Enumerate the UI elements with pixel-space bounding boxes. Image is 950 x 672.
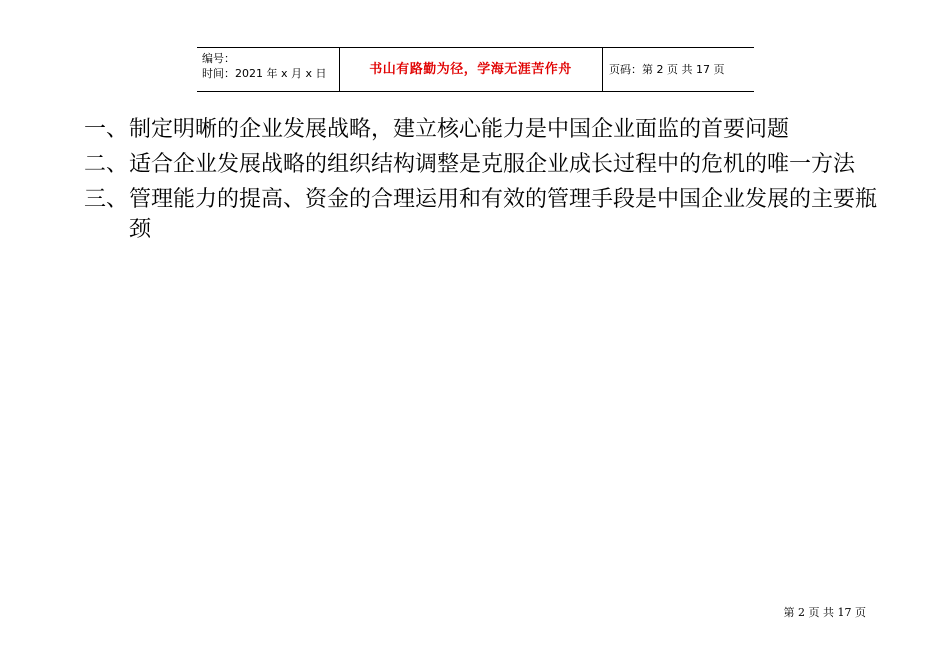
header-motto: 书山有路勤为径，学海无涯苦作舟 xyxy=(369,62,572,77)
item-text: 制定明晰的企业发展战略，建立核心能力是中国企业面监的首要问题 xyxy=(129,117,790,142)
header-divider xyxy=(602,48,603,91)
footer-page-number: 第 2 页 共 17 页 xyxy=(783,606,866,619)
header-table xyxy=(197,47,754,92)
list-item xyxy=(84,115,884,145)
list-item xyxy=(84,150,884,180)
time-label: 时间：2021 年 x 月 x 日 xyxy=(202,67,327,80)
header-page-code: 页码：第 2 页 共 17 页 xyxy=(609,63,725,76)
item-text: 适合企业发展战略的组织结构调整是克服企业成长过程中的危机的唯一方法 xyxy=(129,152,856,177)
item-number: 一、 xyxy=(84,117,129,142)
item-text: 管理能力的提高、资金的合理运用和有效的管理手段是中国企业发展的主要瓶颈 xyxy=(129,187,878,242)
list-item xyxy=(84,185,884,245)
document-body xyxy=(84,115,884,250)
item-number: 三、 xyxy=(84,187,129,212)
serial-label: 编号： xyxy=(202,52,235,65)
item-number: 二、 xyxy=(84,152,129,177)
header-meta xyxy=(202,51,327,81)
